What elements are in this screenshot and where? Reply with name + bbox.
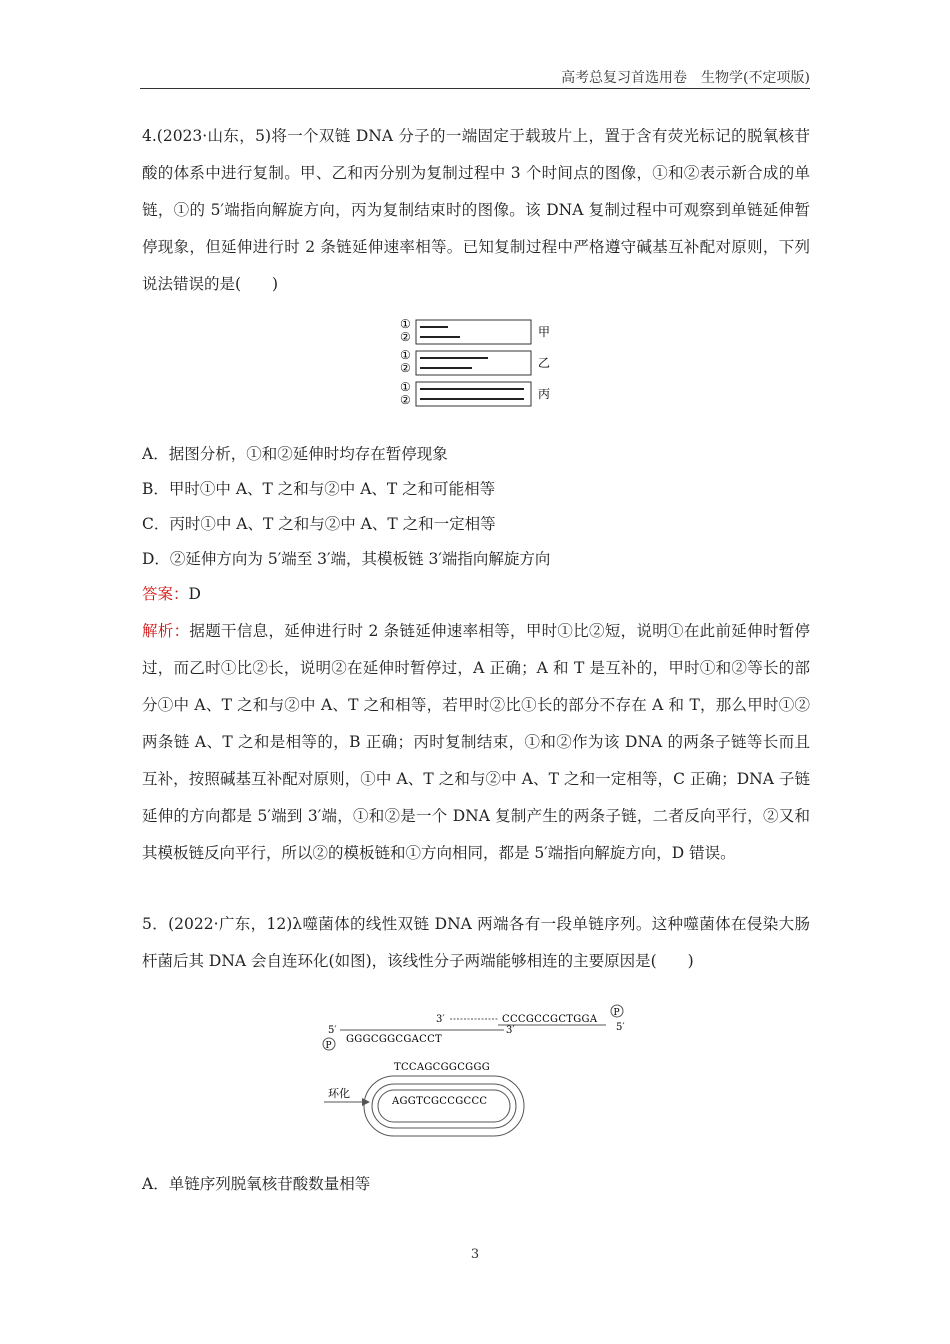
explanation-label: 解析： bbox=[142, 622, 190, 640]
explanation-text: 据题干信息，延伸进行时 2 条链延伸速率相等，甲时①比②短，说明①在此前延伸时暂停过，而乙时①比②长，说明②在延伸时暂停过，A 正确；A 和 T 是互补的，甲时①和②等长的部分①中 A、T 之和与②中 A、T 之和相等，若甲时②比①长的部分不存在 A 和 T，那么甲时①②两条链 A、T 之和是相等的，B 正确；丙时复制结束，①和②作为该 DNA 的两条子链等长而且互补，按照碱基互补配对原则，①中 A、T 之和与②中 A、T 之和一定相等，C 正确；DNA 子链延伸的方向都是 5′端到 3′端，①和②是一个 DNA 复制产生的两条子链，二者反向平行，②又和其模板链反向平行，所以②的模板链和①方向相同，都是 5′端指向解旋方向，D 错误。 bbox=[142, 622, 810, 862]
option-d: D．②延伸方向为 5′端至 3′端，其模板链 3′端指向解旋方向 bbox=[142, 550, 551, 568]
strand-2-label: ② bbox=[400, 361, 411, 375]
explanation-paragraph bbox=[142, 613, 810, 872]
figure-row-jia bbox=[400, 317, 550, 344]
strand-1-label: ① bbox=[400, 317, 411, 331]
option-c: C．丙时①中 A、T 之和与②中 A、T 之和一定相等 bbox=[142, 515, 496, 533]
option-a: A．据图分析，①和②延伸时均存在暂停现象 bbox=[142, 445, 448, 463]
circular-dna bbox=[364, 1062, 524, 1136]
linear-dna bbox=[323, 1005, 625, 1051]
three-prime-top-label: 3′ bbox=[436, 1014, 445, 1025]
cyclization-label: 环化 bbox=[328, 1087, 350, 1100]
time-label-jia: 甲 bbox=[538, 325, 551, 339]
five-prime-right-label: 5′ bbox=[616, 1022, 625, 1033]
header-rule bbox=[140, 88, 810, 89]
answer-value: D bbox=[188, 585, 201, 603]
option-a: A．单链序列脱氧核苷酸数量相等 bbox=[142, 1175, 371, 1193]
explanation bbox=[142, 613, 810, 872]
top-sequence: CCCGCCGCTGGA bbox=[502, 1014, 598, 1025]
question-5 bbox=[142, 906, 810, 980]
question-4-stem: 4.(2023·山东，5)将一个双链 DNA 分子的一端固定于载玻片上，置于含有荧光标记的脱氧核苷酸的体系中进行复制。甲、乙和丙分别为复制过程中 3 个时间点的图像，①和②表示新合成的单链，①的 5′端指向解旋方向，丙为复制结束时的图像。该 DNA 复制过程中可观察到单链延伸暂停现象，但延伸进行时 2 条链延伸速率相等。已知复制过程中严格遵守碱基互补配对原则，下列说法错误的是( ) bbox=[142, 127, 810, 293]
figure-row-yi bbox=[400, 348, 550, 375]
phosphate-left-label: P bbox=[325, 1041, 332, 1051]
answer-label: 答案： bbox=[142, 585, 189, 603]
question-5-options bbox=[142, 1167, 810, 1202]
phosphate-right-label: P bbox=[613, 1008, 620, 1018]
circle-outer-sequence: TCCAGCGGCGGG bbox=[394, 1062, 491, 1073]
figure-row-bing bbox=[400, 380, 550, 407]
strand-2-label: ② bbox=[400, 393, 411, 407]
question-5-stem: 5．(2022·广东，12)λ噬菌体的线性双链 DNA 两端各有一段单链序列。这种噬菌体在侵染大肠杆菌后其 DNA 会自连环化(如图)，该线性分子两端能够相连的主要原因是( ) bbox=[142, 915, 810, 970]
bottom-sequence: GGGCGGCGACCT bbox=[346, 1034, 443, 1045]
time-label-yi: 乙 bbox=[538, 356, 551, 370]
five-prime-left-label: 5′ bbox=[328, 1025, 337, 1036]
answer-line bbox=[142, 577, 810, 612]
strand-2-label: ② bbox=[400, 330, 411, 344]
cyclization-arrow bbox=[324, 1086, 370, 1106]
circle-inner-sequence: AGGTCGCCGCCC bbox=[392, 1096, 488, 1107]
strand-box bbox=[416, 351, 531, 375]
option-b: B．甲时①中 A、T 之和与②中 A、T 之和可能相等 bbox=[142, 480, 496, 498]
question-4-options bbox=[142, 437, 810, 612]
three-prime-mid-label: 3′ bbox=[506, 1025, 515, 1036]
running-header: 高考总复习首选用卷 生物学(不定项版) bbox=[561, 70, 810, 86]
replication-figure bbox=[398, 316, 556, 410]
strand-box bbox=[416, 382, 531, 406]
strand-1-label: ① bbox=[400, 348, 411, 362]
page-number: 3 bbox=[470, 1247, 480, 1262]
strand-1-label: ① bbox=[400, 380, 411, 394]
arrow-head-icon bbox=[362, 1098, 370, 1106]
lambda-cyclization-figure bbox=[316, 994, 646, 1144]
strand-box bbox=[416, 320, 531, 344]
time-label-bing: 丙 bbox=[538, 387, 551, 401]
question-4 bbox=[142, 118, 810, 303]
